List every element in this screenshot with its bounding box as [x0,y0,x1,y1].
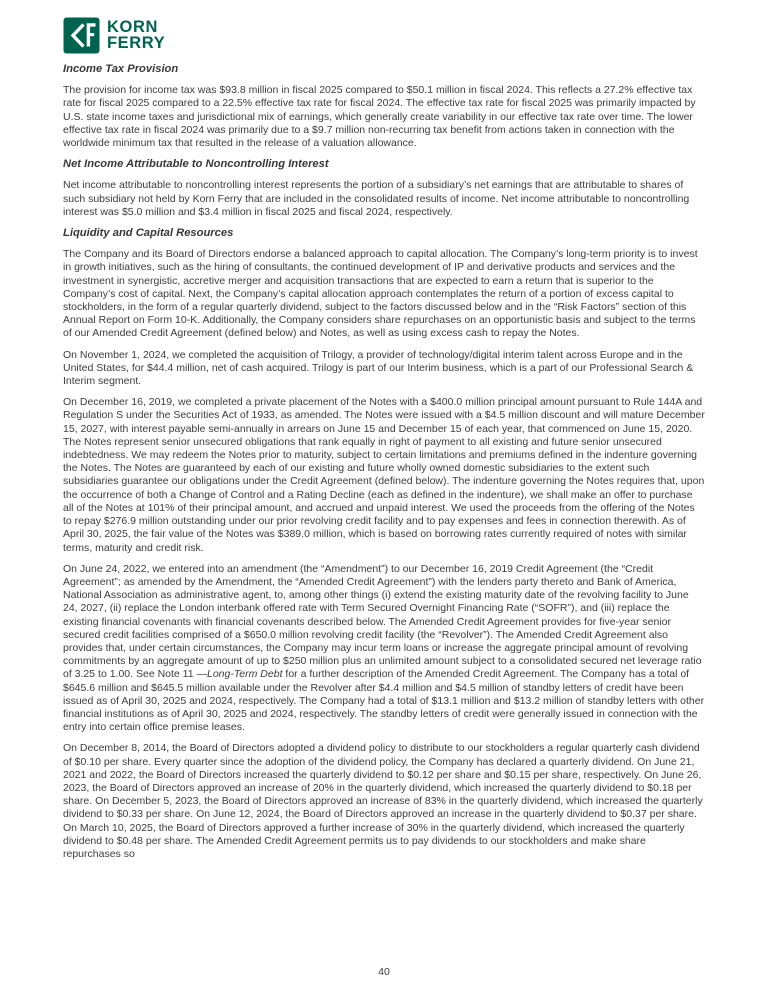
heading-noncontrolling-interest: Net Income Attributable to Noncontrolling Interest [63,158,329,171]
heading-liquidity-capital-resources: Liquidity and Capital Resources [63,227,234,240]
paragraph-trilogy-acquisition: On November 1, 2024, we completed the acquisition of Trilogy, a provider of technology/digital interim talent across Europe and in the United States, for $44.4 million, net of cash acquired. Trilogy is part of our Interim business, which is a part of our Professional Search & Interim segment. [63,348,694,388]
long-term-debt-reference: Long-Term Debt [207,668,283,681]
kf-monogram-icon [63,17,100,54]
page-number: 40 [378,966,390,978]
paragraph-amended-credit-agreement [63,563,705,735]
logo-wordmark [107,20,165,51]
logo-wordmark-line1: KORN [107,18,158,36]
heading-income-tax-provision: Income Tax Provision [63,63,179,75]
paragraph-income-tax: The provision for income tax was $93.8 million in fiscal 2025 compared to $50.1 million in fiscal 2024. This reflects a 27.2% effective tax rate for fiscal 2025 compared to a 22.5% effective tax rate for fiscal 2024. The effective tax rate for fiscal 2025 was primarily impacted by U.S. state income taxes and jurisdictional mix of earnings, which generally create variability in our effective tax rate over time. The lower effective tax rate in fiscal 2024 was primarily due to a $9.7 million non-recurring tax benefit from actions taken in connection with the worldwide minimum tax that resulted in the release of a valuation allowance. [63,84,696,150]
paragraph-capital-allocation: The Company and its Board of Directors endorse a balanced approach to capital allocation. The Company’s long-term priority is to invest in growth initiatives, such as the hiring of consultants, the continued development of IP and derivative products and services and the investment in synergistic, accretive merger and acquisition transactions that are expected to earn a return that is superior to the Company’s cost of capital. Next, the Company’s capital allocation approach contemplates the return of a portion of excess capital to stockholders, in the form of a regular quarterly dividend, subject to the factors discussed below and in the “Risk Factors” section of this Annual Report on Form 10-K. Additionally, the Company considers share repurchases on an opportunistic basis and subject to the terms of our Amended Credit Agreement (defined below) and Notes, as well as using excess cash to repay the Notes. [63,248,698,340]
paragraph-dividend-policy: On December 8, 2014, the Board of Directors adopted a dividend policy to distribute to our stockholders a regular quarterly cash dividend of $0.10 per share. Every quarter since the adoption of the dividend policy, the Company has declared a quarterly dividend. On June 21, 2021 and 2022, the Board of Directors increased the quarterly dividend to $0.12 per share and $0.15 per share, respectively. On June 26, 2023, the Board of Directors approved an increase of 20% in the quarterly dividend, which increased the quarterly dividend to $0.18 per share. On December 5, 2023, the Board of Directors approved an increase of 83% in the quarterly dividend, which increased the quarterly dividend to $0.33 per share. On June 12, 2024, the Board of Directors approved an increase in the quarterly dividend to $0.37 per share. On March 10, 2025, the Board of Directors approved a further increase of 30% in the quarterly dividend, which increased the quarterly dividend to $0.48 per share. The Amended Credit Agreement permits us to pay dividends to our stockholders and make share repurchases so [63,742,703,860]
credit-agreement-text-after: for a further description of the Amended Credit Agreement. The Company has a total of $645.6 million and $645.5 million available under the Revolver after $4.4 million and $4.5 million of standby letters of credit have been issued as of April 30, 2025 and 2024, respectively. The Company had a total of $13.1 million and $13.2 million of standby letters with other financial institutions as of April 30, 2025 and 2024, respectively. The standby letters of credit were generally issued in connection with the entry into certain office premise leases. [63,668,705,734]
paragraph-noncontrolling-interest: Net income attributable to noncontrolling interest represents the portion of a subsidiary’s net earnings that are attributable to shares of such subsidiary not held by Korn Ferry that are included in the consolidated results of income. Net income attributable to noncontrolling interest was $5.0 million and $3.4 million in fiscal 2025 and fiscal 2024, respectively. [63,179,690,218]
korn-ferry-logo [63,17,705,54]
paragraph-notes-private-placement: On December 16, 2019, we completed a private placement of the Notes with a $400.0 million principal amount pursuant to Rule 144A and Regulation S under the Securities Act of 1933, as amended. The Notes were issued with a $4.5 million discount and will mature December 15, 2027, with interest payable semi-annually in arrears on June 15 and December 15 of each year, that commenced on June 15, 2020. The Notes represent senior unsecured obligations that rank equally in right of payment to all existing and future senior unsecured indebtedness. We may redeem the Notes prior to maturity, subject to certain limitations and premiums defined in the indenture governing the Notes. The Notes are guaranteed by each of our existing and future wholly owned domestic subsidiaries to the extent such subsidiaries guarantee our obligations under the Credit Agreement (defined below). The indenture governing the Notes requires that, upon the occurrence of both a Change of Control and a Rating Decline (each as defined in the indenture), we shall make an offer to purchase all of the Notes at 101% of their principal amount, and accrued and unpaid interest. We used the proceeds from the offering of the Notes to repay $276.9 million outstanding under our prior revolving credit facility and to pay expenses and fees in connection therewith. As of April 30, 2025, the fair value of the Notes was $389.0 million, which is based on borrowing rates currently required of notes with similar terms, maturity and credit risk. [63,396,705,554]
credit-agreement-text-before: On June 24, 2022, we entered into an amendment (the “Amendment”) to our December 16, 2019 Credit Agreement (the “Credit Agreement”; as amended by the Amendment, the “Amended Credit Agreement”) with the lenders party thereto and Bank of America, National Association as administrative agent, to, among other things (i) extend the existing maturity date of the revolving facility to June 24, 2027, (ii) replace the London interbank offered rate with Term Secured Overnight Financing Rate (“SOFR”), and (iii) replace the existing financial covenants with financial covenants described below. The Amended Credit Agreement provides for five-year senior secured credit facilities comprised of a $650.0 million revolving credit facility (the “Revolver”). The Amended Credit Agreement also provides that, under certain circumstances, the Company may incur term loans or increase the aggregate principal amount of revolving commitments by an aggregate amount of up to $250 million plus an unlimited amount subject to a consolidated secured net leverage ratio of 3.25 to 1.00. See Note 11 — [63,562,702,681]
logo-wordmark-line2: FERRY [107,33,166,52]
